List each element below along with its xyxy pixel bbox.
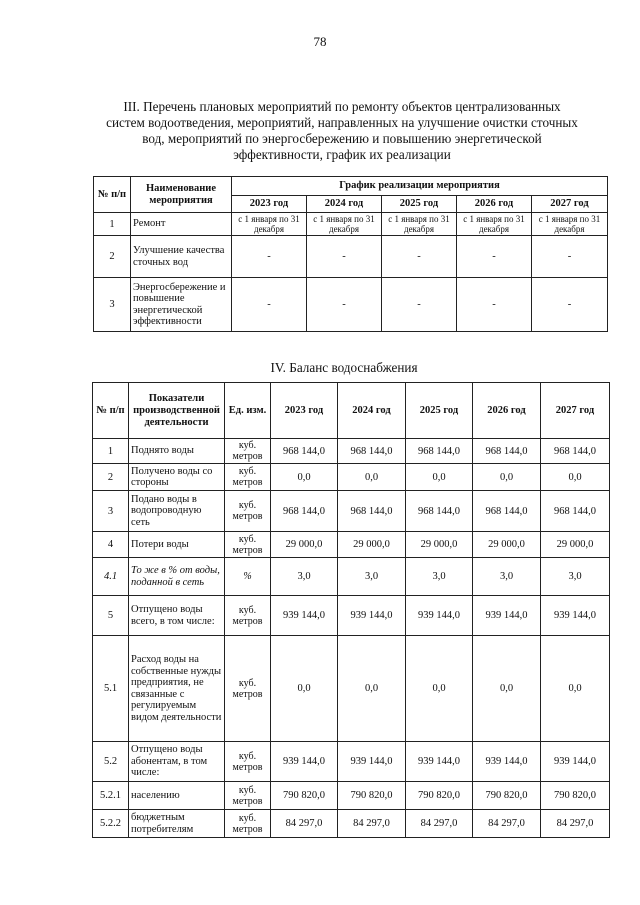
schedule-cell: - xyxy=(532,278,608,332)
header-year: 2027 год xyxy=(532,196,608,213)
table-row xyxy=(93,491,610,532)
schedule-cell: - xyxy=(457,278,532,332)
value-cell: 84 297,0 xyxy=(473,810,541,838)
value-cell: 0,0 xyxy=(473,636,541,742)
table-row xyxy=(93,596,610,636)
value-cell: 968 144,0 xyxy=(473,491,541,532)
value-cell: 0,0 xyxy=(271,464,338,491)
table-row xyxy=(93,782,610,810)
value-cell: 3,0 xyxy=(473,558,541,596)
value-cell: 29 000,0 xyxy=(338,532,406,558)
table-row xyxy=(93,532,610,558)
table-row xyxy=(93,636,610,742)
value-cell: 84 297,0 xyxy=(541,810,610,838)
row-indicator: Отпущено воды всего, в том числе: xyxy=(129,596,225,636)
header-year: 2025 год xyxy=(382,196,457,213)
header-unit: Ед. изм. xyxy=(225,383,271,439)
row-unit: куб. метров xyxy=(225,532,271,558)
header-year: 2027 год xyxy=(541,383,610,439)
value-cell: 968 144,0 xyxy=(406,491,473,532)
value-cell: 3,0 xyxy=(338,558,406,596)
value-cell: 84 297,0 xyxy=(271,810,338,838)
row-unit: % xyxy=(225,558,271,596)
row-indicator: Отпущено воды абонентам, в том числе: xyxy=(129,742,225,782)
row-num: 1 xyxy=(93,439,129,464)
schedule-cell: - xyxy=(457,236,532,278)
header-year: 2024 год xyxy=(338,383,406,439)
value-cell: 968 144,0 xyxy=(541,491,610,532)
value-cell: 29 000,0 xyxy=(271,532,338,558)
row-num: 5 xyxy=(93,596,129,636)
schedule-cell: - xyxy=(232,236,307,278)
table-row xyxy=(94,213,608,236)
value-cell: 0,0 xyxy=(338,464,406,491)
table-row xyxy=(94,236,608,278)
value-cell: 3,0 xyxy=(406,558,473,596)
table-row xyxy=(93,464,610,491)
value-cell: 939 144,0 xyxy=(406,596,473,636)
row-indicator: Расход воды на собственные нужды предприятия, не связанные с регулируемым видом деятельности xyxy=(129,636,225,742)
row-unit: куб. метров xyxy=(225,636,271,742)
row-num: 1 xyxy=(94,213,131,236)
header-year: 2024 год xyxy=(307,196,382,213)
row-unit: куб. метров xyxy=(225,742,271,782)
value-cell: 0,0 xyxy=(541,464,610,491)
value-cell: 84 297,0 xyxy=(406,810,473,838)
row-num: 5.2 xyxy=(93,742,129,782)
header-year: 2023 год xyxy=(232,196,307,213)
value-cell: 0,0 xyxy=(406,636,473,742)
page-number: 78 xyxy=(313,34,327,49)
schedule-cell: - xyxy=(382,278,457,332)
section3-title xyxy=(92,99,592,163)
section3-title-line: систем водоотведения, мероприятий, направленных на улучшение очистки сточных xyxy=(106,115,578,130)
schedule-cell: - xyxy=(307,278,382,332)
row-name: Энергосбережение и повышение энергетической эффективности xyxy=(131,278,232,332)
schedule-cell: с 1 января по 31 декабря xyxy=(457,213,532,236)
header-year: 2026 год xyxy=(473,383,541,439)
value-cell: 790 820,0 xyxy=(473,782,541,810)
header-num: № п/п xyxy=(93,383,129,439)
row-num: 5.1 xyxy=(93,636,129,742)
value-cell: 939 144,0 xyxy=(271,596,338,636)
schedule-cell: - xyxy=(232,278,307,332)
row-unit: куб. метров xyxy=(225,491,271,532)
schedule-cell: с 1 января по 31 декабря xyxy=(382,213,457,236)
measures-schedule-table xyxy=(93,176,608,332)
value-cell: 3,0 xyxy=(541,558,610,596)
row-indicator: Поднято воды xyxy=(129,439,225,464)
value-cell: 939 144,0 xyxy=(271,742,338,782)
table-row xyxy=(93,558,610,596)
header-num: № п/п xyxy=(94,177,131,213)
row-unit: куб. метров xyxy=(225,596,271,636)
row-indicator: Потери воды xyxy=(129,532,225,558)
schedule-cell: с 1 января по 31 декабря xyxy=(532,213,608,236)
value-cell: 0,0 xyxy=(338,636,406,742)
table-row xyxy=(94,278,608,332)
row-name: Ремонт xyxy=(131,213,232,236)
value-cell: 0,0 xyxy=(271,636,338,742)
row-unit: куб. метров xyxy=(225,782,271,810)
value-cell: 790 820,0 xyxy=(541,782,610,810)
schedule-cell: - xyxy=(382,236,457,278)
value-cell: 29 000,0 xyxy=(473,532,541,558)
value-cell: 939 144,0 xyxy=(338,596,406,636)
value-cell: 968 144,0 xyxy=(271,439,338,464)
value-cell: 84 297,0 xyxy=(338,810,406,838)
header-year: 2026 год xyxy=(457,196,532,213)
row-num: 2 xyxy=(94,236,131,278)
row-num: 3 xyxy=(94,278,131,332)
table-row xyxy=(93,742,610,782)
schedule-cell: - xyxy=(307,236,382,278)
value-cell: 790 820,0 xyxy=(406,782,473,810)
value-cell: 29 000,0 xyxy=(541,532,610,558)
row-unit: куб. метров xyxy=(225,439,271,464)
value-cell: 968 144,0 xyxy=(338,439,406,464)
row-indicator: Получено воды со стороны xyxy=(129,464,225,491)
schedule-cell: с 1 января по 31 декабря xyxy=(232,213,307,236)
row-num: 3 xyxy=(93,491,129,532)
row-num: 4 xyxy=(93,532,129,558)
row-unit: куб. метров xyxy=(225,810,271,838)
schedule-cell: - xyxy=(532,236,608,278)
table-row xyxy=(93,810,610,838)
header-year: 2023 год xyxy=(271,383,338,439)
value-cell: 939 144,0 xyxy=(406,742,473,782)
value-cell: 939 144,0 xyxy=(541,742,610,782)
value-cell: 0,0 xyxy=(473,464,541,491)
value-cell: 939 144,0 xyxy=(473,742,541,782)
row-indicator: Подано воды в водопроводную сеть xyxy=(129,491,225,532)
value-cell: 968 144,0 xyxy=(473,439,541,464)
value-cell: 968 144,0 xyxy=(406,439,473,464)
value-cell: 939 144,0 xyxy=(338,742,406,782)
value-cell: 968 144,0 xyxy=(338,491,406,532)
row-num: 2 xyxy=(93,464,129,491)
row-indicator: То же в % от воды, поданной в сеть xyxy=(129,558,225,596)
row-indicator: бюджетным потребителям xyxy=(129,810,225,838)
row-unit: куб. метров xyxy=(225,464,271,491)
row-indicator: населению xyxy=(129,782,225,810)
value-cell: 968 144,0 xyxy=(541,439,610,464)
value-cell: 939 144,0 xyxy=(473,596,541,636)
value-cell: 3,0 xyxy=(271,558,338,596)
row-name: Улучшение качества сточных вод xyxy=(131,236,232,278)
value-cell: 790 820,0 xyxy=(271,782,338,810)
value-cell: 29 000,0 xyxy=(406,532,473,558)
section3-title-line: III. Перечень плановых мероприятий по ремонту объектов централизованных xyxy=(123,99,561,114)
section3-title-line: эффективности, график их реализации xyxy=(233,147,451,162)
section4-title: IV. Баланс водоснабжения xyxy=(270,360,418,375)
row-num: 5.2.1 xyxy=(93,782,129,810)
header-indicator: Показатели производственной деятельности xyxy=(129,383,225,439)
value-cell: 968 144,0 xyxy=(271,491,338,532)
value-cell: 790 820,0 xyxy=(338,782,406,810)
value-cell: 0,0 xyxy=(406,464,473,491)
table-row xyxy=(93,439,610,464)
header-year: 2025 год xyxy=(406,383,473,439)
row-num: 4.1 xyxy=(93,558,129,596)
row-num: 5.2.2 xyxy=(93,810,129,838)
water-balance-table xyxy=(92,382,610,838)
value-cell: 0,0 xyxy=(541,636,610,742)
header-measure-name: Наименование мероприятия xyxy=(131,177,232,213)
value-cell: 939 144,0 xyxy=(541,596,610,636)
section3-title-line: вод, мероприятий по энергосбережению и повышению энергетической xyxy=(142,131,542,146)
header-schedule: График реализации мероприятия xyxy=(232,177,608,196)
schedule-cell: с 1 января по 31 декабря xyxy=(307,213,382,236)
